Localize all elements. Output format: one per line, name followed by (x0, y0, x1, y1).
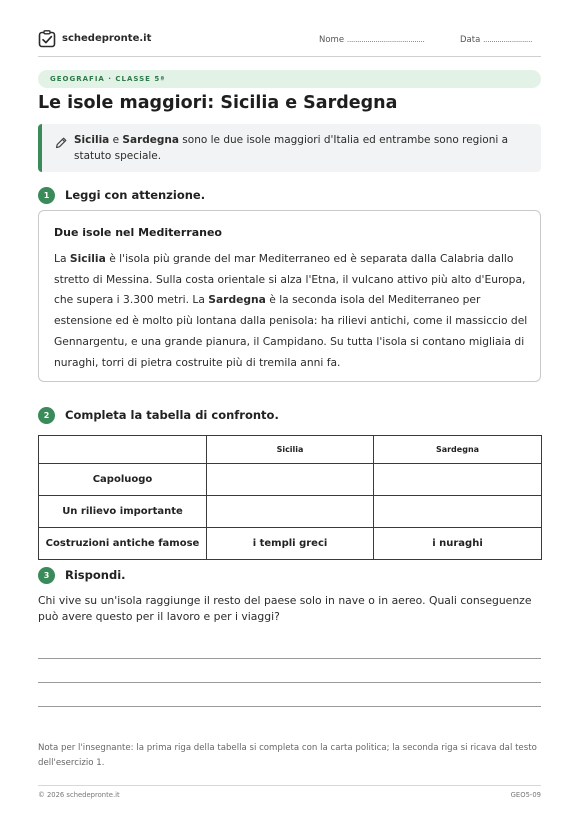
table-row (39, 496, 542, 528)
reading-text-1: La (54, 252, 70, 265)
table-row (39, 464, 542, 496)
answer-line-2[interactable] (38, 682, 541, 683)
date-field[interactable] (460, 35, 532, 45)
question-text: Chi vive su un'isola raggiunge il resto del paese solo in nave o in aereo. Quali conseguenze può avere questo per il lavoro e per i viaggi? (38, 594, 532, 623)
section-2-number: 2 (38, 407, 55, 424)
clipboard-check-icon (38, 30, 56, 48)
cell-capoluogo-sardegna[interactable] (374, 464, 542, 496)
section-1-number: 1 (38, 187, 55, 204)
cell-rilievo-sardegna[interactable] (374, 496, 542, 528)
footer-copyright: © 2026 schedepronte.it (38, 791, 120, 799)
row-label-rilievo: Un rilievo importante (39, 496, 207, 528)
date-label: Data (460, 35, 481, 45)
cell-costruzioni-sardegna: i nuraghi (374, 528, 542, 560)
callout-text-2: sono le due isole maggiori d'Italia ed entrambe sono regioni a statuto speciale. (74, 134, 509, 162)
cell-rilievo-sicilia[interactable] (207, 496, 374, 528)
reading-bold-sicilia: Sicilia (69, 252, 106, 265)
date-dots: ........................ (483, 35, 533, 44)
cell-capoluogo-sicilia[interactable] (207, 464, 374, 496)
page-header (38, 30, 541, 50)
name-label: Nome (319, 35, 345, 45)
row-label-capoluogo: Capoluogo (39, 464, 207, 496)
table-header-sicilia: Sicilia (207, 436, 374, 464)
teacher-note: Nota per l'insegnante: la prima riga della tabella si completa con la carta politica; la seconda riga si ricava dal testo dell'esercizio 1. (38, 743, 537, 768)
table-header-row (39, 436, 542, 464)
footer-divider (38, 785, 541, 786)
reading-bold-sardegna: Sardegna (208, 293, 266, 307)
answer-line-1[interactable] (38, 658, 541, 659)
intro-callout (38, 124, 541, 172)
comparison-table (38, 435, 542, 560)
table-header-sardegna: Sardegna (374, 436, 542, 464)
page-title: Le isole maggiori: Sicilia e Sardegna (38, 93, 398, 113)
reading-text-2: è l'isola più grande del mar Mediterraneo ed è separata dalla Calabria dallo stretto di Messina. Sulla costa orientale si alza l'Etna, il vulcano attivo più alto d'Europa, che supera i 3.300 metri. La (54, 252, 526, 307)
answer-line-3[interactable] (38, 706, 541, 707)
pencil-icon (54, 136, 68, 150)
cell-costruzioni-sicilia: i templi greci (207, 528, 374, 560)
header-divider (38, 56, 541, 57)
name-dots: ...................................... (346, 35, 425, 44)
subject-tag: GEOGRAFIA · CLASSE 5ª (38, 70, 541, 88)
section-3-label: Rispondi. (65, 568, 126, 582)
section-1-label: Leggi con attenzione. (65, 188, 206, 202)
section-2-label: Completa la tabella di confronto. (65, 408, 279, 422)
reading-text (54, 249, 532, 373)
callout-text (74, 133, 514, 164)
name-field[interactable] (319, 35, 424, 45)
table-row (39, 528, 542, 560)
brand-name: schedepronte.it (62, 33, 152, 44)
callout-text-1: e (109, 134, 123, 146)
callout-bold-sicilia: Sicilia (74, 134, 110, 146)
reading-title: Due isole nel Mediterraneo (54, 226, 222, 239)
reading-box (38, 210, 541, 382)
footer-code: GEO5-09 (510, 791, 541, 799)
row-label-costruzioni: Costruzioni antiche famose (39, 528, 207, 560)
section-3-number: 3 (38, 567, 55, 584)
reading-text-3: è la seconda isola del Mediterraneo per estensione ed è molto più lontana dalla penisola: ha rilievi antichi, come il massiccio del Gennargentu, e una grande pianura, il Campidano. Su tutta l'isola si contano migliaia di nuraghi, torri di pietra costruite più di tremila anni fa. (54, 293, 528, 369)
table-header-empty (39, 436, 207, 464)
callout-bold-sardegna: Sardegna (122, 134, 179, 146)
